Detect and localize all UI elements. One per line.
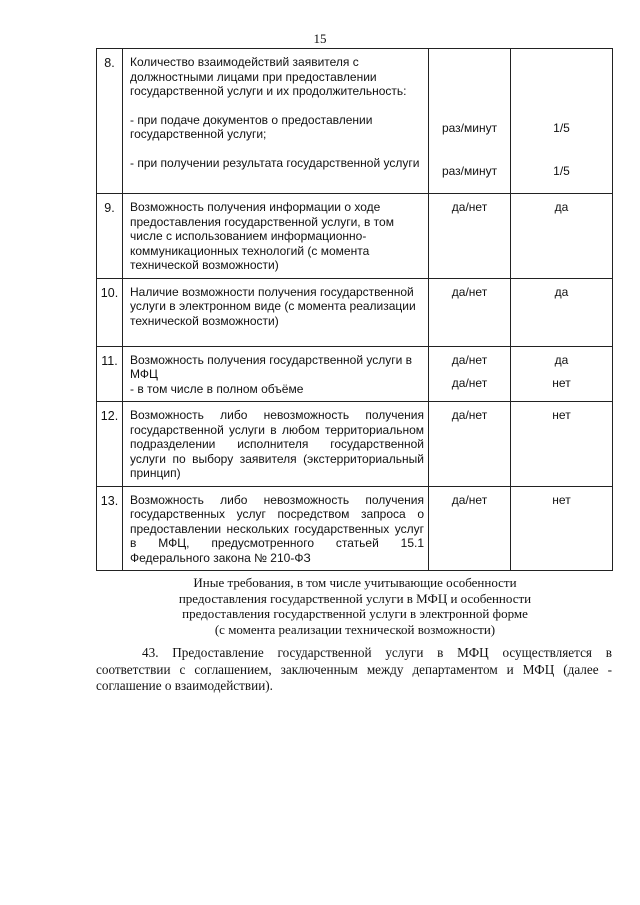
row-number: 8. xyxy=(97,49,123,194)
row-number: 13. xyxy=(97,486,123,571)
row-description: Возможность либо невозможность получения государственной услуги в любом территориальном подразделении исполнителя государственной услуги по выбору заявителя (экстерриториальный принцип) xyxy=(123,402,429,487)
sub-item-text: - в том числе в полном объёме xyxy=(130,381,304,396)
row-value: да xyxy=(511,278,613,346)
heading-line: (с момента реализации технической возможности) xyxy=(214,621,496,637)
table-row xyxy=(97,346,613,402)
sub-item-unit: да/нет xyxy=(451,376,488,390)
row-description xyxy=(123,49,429,194)
row-value: да xyxy=(511,194,613,279)
row-number: 12. xyxy=(97,402,123,487)
row-number: 9. xyxy=(97,194,123,279)
row-description: Наличие возможности получения государственной услуги в электронном виде (с момента реализации технической возможности) xyxy=(123,278,429,346)
sub-item-text: - при подаче документов о предоставлении государственной услуги; xyxy=(130,112,373,141)
paragraph-number: 43. xyxy=(142,645,159,660)
row-value xyxy=(511,346,613,402)
row-unit: да/нет xyxy=(429,486,511,571)
paragraph-43 xyxy=(96,645,612,695)
row-description xyxy=(123,346,429,402)
sub-item-text: - при получении результата государственной услуги xyxy=(130,155,420,170)
heading-line: предоставления государственной услуги в электронной форме xyxy=(182,606,528,621)
row-number: 10. xyxy=(97,278,123,346)
paragraph-text: Предоставление государственной услуги в МФЦ осуществляется в соответствии с соглашением, заключенным между департаментом и МФЦ (далее - соглашение о взаимодействии). xyxy=(96,645,612,693)
page-number: 15 xyxy=(313,31,327,46)
sub-item-unit: раз/минут xyxy=(441,121,498,135)
row-unit-main: да/нет xyxy=(451,352,488,367)
row-value: нет xyxy=(511,486,613,571)
row-unit: да/нет xyxy=(429,278,511,346)
row-intro-text: Количество взаимодействий заявителя с должностными лицами при предоставлении государственной услуги и их продолжительность: xyxy=(130,55,407,98)
table-row xyxy=(97,194,613,279)
row-description: Возможность получения информации о ходе предоставления государственной услуги, в том числе с использованием информационно-коммуникационных технологий (с момента технической возможности) xyxy=(123,194,429,279)
row-unit xyxy=(429,49,511,194)
sub-item-unit: раз/минут xyxy=(441,163,498,178)
indicators-table xyxy=(96,48,613,571)
row-unit: да/нет xyxy=(429,402,511,487)
heading-line: предоставления государственной услуги в МФЦ и особенности xyxy=(178,590,532,606)
table-row xyxy=(97,402,613,487)
row-unit xyxy=(429,346,511,402)
row-unit: да/нет xyxy=(429,194,511,279)
row-main-text: Возможность получения государственной услуги в МФЦ xyxy=(130,352,413,381)
sub-item-value: 1/5 xyxy=(553,163,570,178)
row-description: Возможность либо невозможность получения государственных услуг посредством запроса о предоставлении нескольких государственных услуг в МФЦ, предусмотренного статьей 15.1 Федерального закона № 210-ФЗ xyxy=(123,486,429,571)
row-value xyxy=(511,49,613,194)
table-row xyxy=(97,486,613,571)
sub-item-value: 1/5 xyxy=(553,121,570,135)
row-number: 11. xyxy=(97,346,123,402)
section-heading xyxy=(110,575,600,637)
table-row xyxy=(97,49,613,194)
row-value-main: да xyxy=(554,352,569,367)
table-row xyxy=(97,278,613,346)
sub-item-value: нет xyxy=(552,376,571,390)
heading-line: Иные требования, в том числе учитывающие особенности xyxy=(193,575,517,590)
row-value: нет xyxy=(511,402,613,487)
